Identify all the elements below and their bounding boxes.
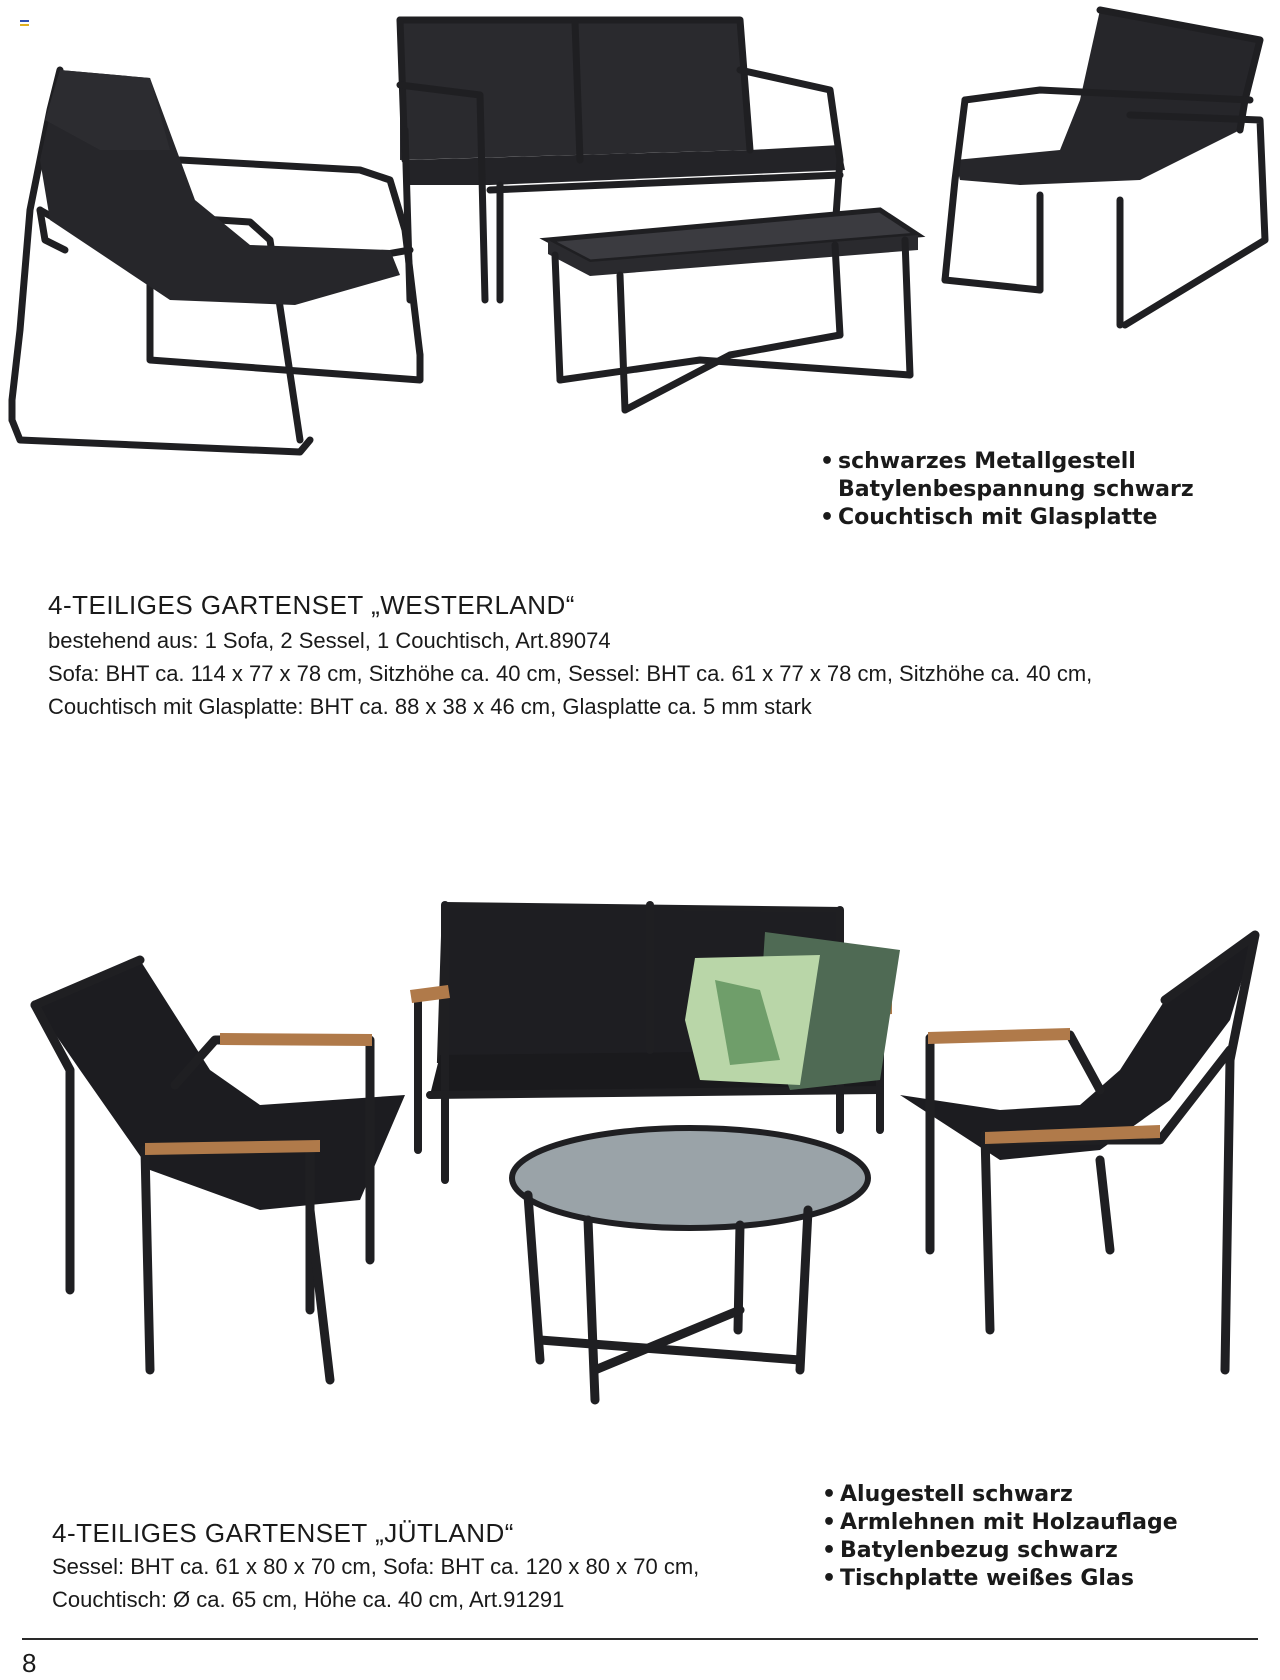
juetland-title: 4-TEILIGES GARTENSET „JÜTLAND“ — [52, 1518, 514, 1548]
feature-text: Tischplatte weißes Glas — [840, 1566, 1134, 1591]
juetland-product-image — [0, 890, 1280, 1410]
westerland-description — [48, 624, 1092, 723]
feature-text: schwarzes Metallgestell — [838, 449, 1136, 474]
feature-item — [822, 1509, 1178, 1537]
page-number: 8 — [22, 1648, 37, 1678]
description-line: Couchtisch mit Glasplatte: BHT ca. 88 x 38 x 46 cm, Glasplatte ca. 5 mm stark — [48, 694, 812, 719]
westerland-title: 4-TEILIGES GARTENSET „WESTERLAND“ — [48, 590, 575, 620]
westerland-product-image — [0, 0, 1280, 480]
footer-divider — [22, 1638, 1258, 1640]
feature-item — [822, 1481, 1178, 1509]
description-line: Sofa: BHT ca. 114 x 77 x 78 cm, Sitzhöhe ca. 40 cm, Sessel: BHT ca. 61 x 77 x 78 cm, Sitzhöhe ca. 40 cm, — [48, 661, 1093, 686]
westerland-feature-list — [820, 448, 1194, 532]
description-line: Sessel: BHT ca. 61 x 80 x 70 cm, Sofa: BHT ca. 120 x 80 x 70 cm, — [52, 1554, 700, 1579]
feature-item — [822, 1537, 1178, 1565]
description-line: Couchtisch: Ø ca. 65 cm, Höhe ca. 40 cm, Art.91291 — [52, 1587, 565, 1612]
feature-item — [822, 1565, 1178, 1593]
feature-text: Batylenbezug schwarz — [840, 1538, 1118, 1563]
feature-item — [820, 504, 1194, 532]
feature-item — [820, 448, 1194, 504]
juetland-feature-list — [822, 1481, 1178, 1593]
juetland-description — [52, 1550, 699, 1616]
feature-subtext: Batylenbespannung schwarz — [838, 477, 1194, 502]
description-line: bestehend aus: 1 Sofa, 2 Sessel, 1 Couchtisch, Art.89074 — [48, 628, 611, 653]
feature-text: Couchtisch mit Glasplatte — [838, 505, 1158, 530]
feature-text: Armlehnen mit Holzauflage — [840, 1510, 1178, 1535]
feature-text: Alugestell schwarz — [840, 1482, 1073, 1507]
